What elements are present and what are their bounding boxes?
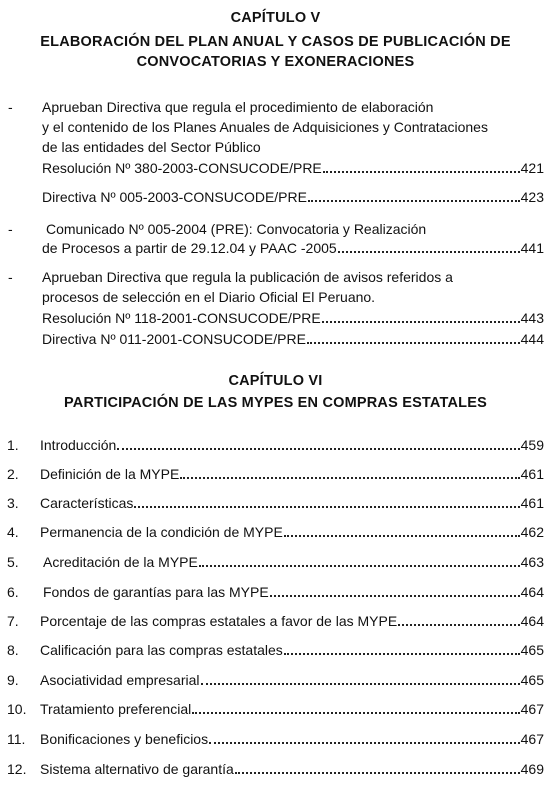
dot-leader	[180, 465, 519, 479]
toc-page-number: 441	[520, 240, 544, 256]
toc-item-label: Características	[40, 495, 134, 511]
dot-leader	[322, 309, 520, 323]
dot-leader	[323, 159, 520, 173]
entry-text-line: y el contenido de los Planes Anuales de Adquisiciones y Contrataciones	[42, 119, 488, 135]
toc-item-number: 6.	[7, 584, 19, 600]
dot-leader	[117, 436, 519, 450]
toc-item-number: 3.	[7, 495, 19, 511]
entry-text-line: Aprueban Directiva que regula la publicación de avisos referidos a	[42, 269, 453, 285]
chapter-6-heading: CAPÍTULO VI	[228, 373, 323, 389]
toc-page-number: 465	[520, 642, 544, 658]
toc-item-row[interactable]	[40, 523, 544, 541]
chapter-5-heading: CAPÍTULO V	[230, 10, 321, 26]
dot-leader	[209, 730, 520, 744]
toc-ref-row[interactable]	[42, 309, 544, 327]
toc-item-number: 5.	[7, 554, 19, 570]
dot-leader	[192, 700, 519, 714]
dot-leader	[284, 641, 520, 655]
toc-item-label: Tratamiento preferencial	[40, 701, 192, 717]
toc-page-number: 421	[520, 160, 544, 176]
toc-item-number: 2.	[7, 466, 19, 482]
toc-item-number: 8.	[7, 642, 19, 658]
toc-item-row[interactable]	[40, 760, 544, 778]
dot-leader	[201, 671, 520, 685]
dot-leader	[284, 523, 520, 537]
toc-item-number: 12.	[7, 761, 27, 777]
toc-page-number: 467	[520, 731, 544, 747]
toc-item-label: Bonificaciones y beneficios	[40, 731, 209, 747]
toc-item-label: Fondos de garantías para las MYPE	[43, 584, 269, 600]
toc-ref-label: de Procesos a partir de 29.12.04 y PAAC -2005	[42, 240, 337, 256]
toc-ref-label: Resolución Nº 380-2003-CONSUCODE/PRE	[42, 160, 322, 176]
dot-leader	[398, 612, 519, 626]
toc-item-row[interactable]	[40, 730, 544, 748]
toc-item-label: Acreditación de la MYPE	[43, 554, 198, 570]
toc-ref-label: Directiva Nº 005-2003-CONSUCODE/PRE	[42, 189, 307, 205]
toc-item-row[interactable]	[40, 700, 544, 718]
entry-text-line: de las entidades del Sector Público	[42, 139, 261, 155]
toc-item-label: Sistema alternativo de garantía	[40, 761, 234, 777]
toc-item-number: 10.	[7, 701, 27, 717]
toc-item-number: 7.	[7, 613, 19, 629]
toc-page-number: 467	[520, 701, 544, 717]
chapter-6-title: PARTICIPACIÓN DE LAS MYPES EN COMPRAS ESTATALES	[64, 395, 487, 411]
toc-ref-label: Directiva Nº 011-2001-CONSUCODE/PRE	[42, 331, 306, 347]
toc-page-number: 444	[520, 331, 544, 347]
toc-item-number: 4.	[7, 524, 19, 540]
toc-page-number: 465	[520, 672, 544, 688]
toc-item-row[interactable]	[40, 494, 544, 512]
toc-ref-label: Resolución Nº 118-2001-CONSUCODE/PRE	[42, 310, 321, 326]
chapter-5-title-line-2: CONVOCATORIAS Y EXONERACIONES	[136, 54, 415, 70]
toc-item-number: 9.	[7, 672, 19, 688]
toc-page-number: 464	[520, 613, 544, 629]
toc-item-label: Permanencia de la condición de MYPE	[40, 524, 283, 540]
toc-item-label: Porcentaje de las compras estatales a favor de las MYPE	[40, 613, 398, 629]
toc-item-row[interactable]	[40, 465, 544, 483]
toc-item-label: Calificación para las compras estatales	[40, 642, 283, 658]
entry-text-line: procesos de selección en el Diario Oficial El Peruano.	[42, 289, 376, 305]
entry-bullet: -	[8, 99, 13, 115]
toc-item-row[interactable]	[40, 436, 544, 454]
toc-item-row[interactable]	[40, 612, 544, 630]
toc-item-label: Introducción	[40, 437, 117, 453]
toc-page-number: 464	[520, 584, 544, 600]
toc-ref-row[interactable]	[42, 188, 544, 206]
toc-ref-row[interactable]	[42, 330, 544, 348]
toc-item-row[interactable]	[43, 553, 544, 571]
chapter-5-title-line-1: ELABORACIÓN DEL PLAN ANUAL Y CASOS DE PUBLICACIÓN DE	[40, 34, 511, 50]
entry-text-line: Comunicado Nº 005-2004 (PRE): Convocatoria y Realización	[46, 221, 427, 237]
toc-page-number: 423	[520, 189, 544, 205]
dot-leader	[307, 330, 520, 344]
toc-page-number: 463	[520, 554, 544, 570]
toc-ref-row[interactable]	[42, 239, 544, 257]
entry-bullet: -	[8, 269, 13, 285]
toc-item-label: Asociatividad empresarial	[40, 672, 200, 688]
toc-item-number: 11.	[7, 731, 26, 747]
dot-leader	[134, 494, 519, 508]
toc-page-number: 459	[520, 437, 544, 453]
toc-item-row[interactable]	[40, 671, 544, 689]
toc-page-number: 443	[520, 310, 544, 326]
dot-leader	[270, 583, 520, 597]
toc-item-row[interactable]	[43, 583, 544, 601]
dot-leader	[199, 553, 520, 567]
toc-item-label: Definición de la MYPE	[40, 466, 180, 482]
dot-leader	[338, 239, 520, 253]
entry-text-line: Aprueban Directiva que regula el procedimiento de elaboración	[42, 99, 434, 115]
toc-page-number: 469	[520, 761, 544, 777]
entry-bullet: -	[8, 221, 13, 237]
toc-item-row[interactable]	[40, 641, 544, 659]
toc-page-number: 462	[520, 524, 544, 540]
dot-leader	[308, 188, 520, 202]
dot-leader	[235, 760, 520, 774]
toc-page-number: 461	[520, 466, 544, 482]
toc-item-number: 1.	[7, 437, 19, 453]
toc-page-number: 461	[520, 495, 544, 511]
toc-ref-row[interactable]	[42, 159, 544, 177]
